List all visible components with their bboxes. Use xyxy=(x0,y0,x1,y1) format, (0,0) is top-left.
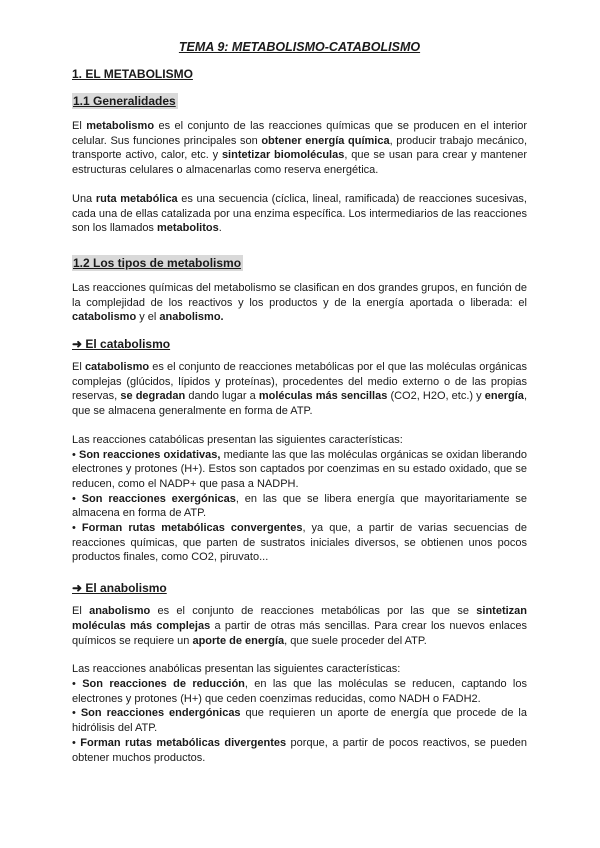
catabolismo-intro: Las reacciones catabólicas presentan las siguientes características: xyxy=(72,433,403,446)
list-item: • Forman rutas metabólicas convergentes, ya que, a partir de varias secuencias de reacciones químicas, que parten de sustratos iniciales diversos, se obtienen unos pocos productos finales, como CO2, piruvato... xyxy=(72,522,527,564)
list-item: • Son reacciones oxidativas, mediante las que las moléculas orgánicas se oxidan liberando electrones y protones (H+). Estos son captados por coenzimas en su estado oxidado, que se reducen, como el NADP+ que pasa a NADPH. xyxy=(72,448,527,490)
paragraph-metabolismo-definition: El metabolismo es el conjunto de las reacciones químicas que se producen en el interior celular. Sus funciones principales son obtener energía química, producir trabajo mecánico, transporte activo, calor, etc. y sintetizar biomoléculas, que se usan para crear y mantener estructuras celulares o almacenarlas como reserva energética. xyxy=(72,120,528,177)
subsection-heading-generalidades: 1.1 Generalidades xyxy=(73,94,176,108)
document-title: TEMA 9: METABOLISMO-CATABOLISMO xyxy=(178,40,421,54)
heading-anabolismo: ➜ El anabolismo xyxy=(72,581,167,596)
paragraph-anabolismo-definition: El anabolismo es el conjunto de reacciones metabólicas por las que se sintetizan moléculas más complejas a partir de otras más sencillas. Para crear los nuevos enlaces químicos se requiere un aporte de energía, que suele proceder del ATP. xyxy=(72,605,527,647)
anabolismo-intro: Las reacciones anabólicas presentan las siguientes características: xyxy=(72,663,401,676)
section-heading-metabolismo: 1. EL METABOLISMO xyxy=(72,67,193,81)
list-item: • Forman rutas metabólicas divergentes porque, a partir de pocos reactivos, se pueden obtener muchos productos. xyxy=(72,736,527,764)
paragraph-ruta-metabolica: Una ruta metabólica es una secuencia (cíclica, lineal, ramificada) de reacciones sucesivas, cada una de ellas catalizada por una enzima específica. Los intermediarios de las reacciones son los llamados metabolitos. xyxy=(72,192,527,235)
document-page xyxy=(72,40,527,765)
list-item: • Son reacciones de reducción, en las que las moléculas se reducen, captando los electrones y protones (H+) que ceden coenzimas reducidas, como NADH o FADH2. xyxy=(72,677,527,705)
list-item: • Son reacciones endergónicas que requieren un aporte de energía que procede de la hidrólisis del ATP. xyxy=(72,707,527,735)
heading-catabolismo: ➜ El catabolismo xyxy=(72,337,171,352)
paragraph-catabolismo-definition: El catabolismo es el conjunto de reacciones metabólicas por el que las moléculas orgánicas complejas (glúcidos, lípidos y proteínas), procedentes del medio externo o de las propias reservas, se degradan dando lugar a moléculas más sencillas (CO2, H2O, etc.) y energía, que se almacena generalmente en forma de ATP. xyxy=(72,361,527,418)
list-item: • Son reacciones exergónicas, en las que se libera energía que mayoritariamente se almacena en forma de ATP. xyxy=(72,492,527,520)
subsection-heading-tipos: 1.2 Los tipos de metabolismo xyxy=(73,255,242,270)
paragraph-tipos-metabolismo: Las reacciones químicas del metabolismo se clasifican en dos grandes grupos, en función de la complejidad de los reactivos y los productos y de la energía aportada o liberada: el catabolismo y el anabolismo. xyxy=(72,281,527,324)
